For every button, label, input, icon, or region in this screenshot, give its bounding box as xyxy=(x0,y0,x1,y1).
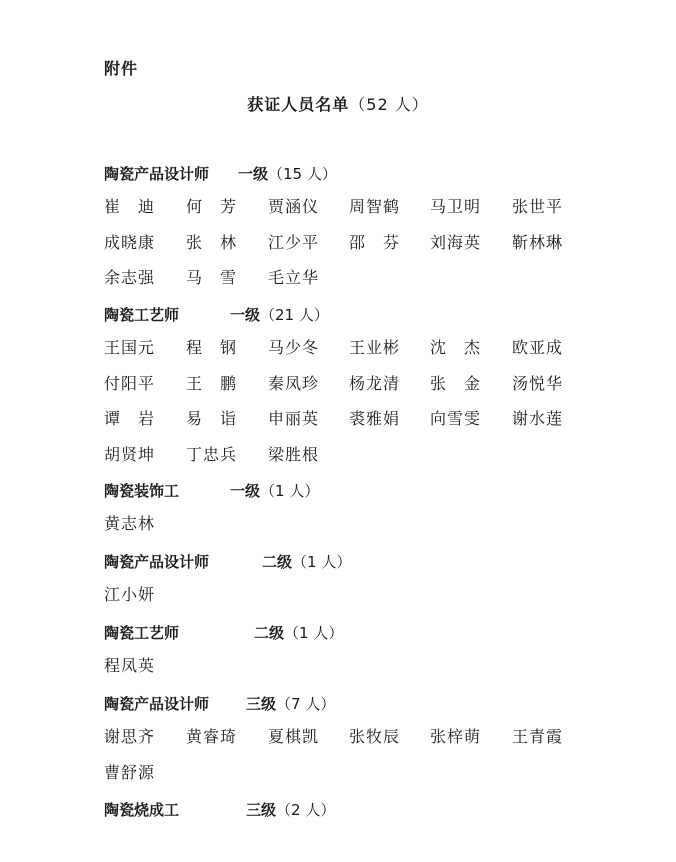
section-heading xyxy=(104,550,604,574)
person-name: 马卫明 xyxy=(430,197,482,216)
occupation-title: 陶瓷工艺师 xyxy=(104,306,180,324)
people-count: （2 人） xyxy=(276,801,336,819)
person-name: 毛立华 xyxy=(268,268,320,287)
person-name: 秦凤珍 xyxy=(268,373,320,393)
person-name: 付阳平 xyxy=(104,373,156,393)
people-count: （15 人） xyxy=(268,165,337,183)
occupation-title: 陶瓷产品设计师 xyxy=(104,695,210,713)
people-count: （7 人） xyxy=(276,695,336,713)
name-row xyxy=(104,443,604,479)
person-name: 靳林琳 xyxy=(512,232,564,252)
section-heading xyxy=(104,798,604,822)
name-row xyxy=(104,231,604,267)
name-row xyxy=(104,195,604,231)
person-name: 张牧辰 xyxy=(349,727,401,746)
person-name: 江少平 xyxy=(268,232,320,252)
attachment-label: 附件 xyxy=(104,59,139,78)
person-name: 谢水莲 xyxy=(512,409,564,428)
section-heading xyxy=(104,621,604,645)
title-count: （52 人） xyxy=(349,95,429,114)
person-name: 梁胜根 xyxy=(268,444,320,464)
section-6 xyxy=(104,692,604,796)
level-label: 三级 xyxy=(246,695,277,713)
name-row xyxy=(104,654,604,690)
person-name: 胡贤坤 xyxy=(104,444,156,464)
occupation-title: 陶瓷烧成工 xyxy=(104,801,180,819)
person-name: 王业彬 xyxy=(349,338,401,357)
section-heading xyxy=(104,692,604,716)
occupation-title: 陶瓷产品设计师 xyxy=(104,553,210,571)
person-name: 王青霞 xyxy=(512,727,564,746)
section-4 xyxy=(104,550,604,619)
person-name: 丁忠兵 xyxy=(186,444,238,464)
people-count: （21 人） xyxy=(260,306,329,324)
level-label: 二级 xyxy=(254,624,285,642)
person-name: 易 诣 xyxy=(186,409,238,428)
section-2 xyxy=(104,303,604,478)
person-name: 夏棋凯 xyxy=(268,727,320,746)
level-label: 二级 xyxy=(262,553,293,571)
person-name: 王 鹏 xyxy=(186,373,238,393)
person-name: 余志强 xyxy=(104,268,156,287)
person-name: 王国元 xyxy=(104,338,156,357)
occupation-title: 陶瓷产品设计师 xyxy=(104,165,210,183)
person-name: 曹舒源 xyxy=(104,762,156,782)
section-3 xyxy=(104,479,604,548)
person-name: 江小妍 xyxy=(104,585,156,604)
name-row xyxy=(104,266,604,302)
section-1 xyxy=(104,162,604,302)
person-name: 崔 迪 xyxy=(104,197,156,216)
people-count: （1 人） xyxy=(292,553,352,571)
person-name: 何 芳 xyxy=(186,197,238,216)
person-name: 黄睿琦 xyxy=(186,727,238,746)
section-heading xyxy=(104,303,604,327)
person-name: 马少冬 xyxy=(268,338,320,357)
person-name: 申丽英 xyxy=(268,409,320,428)
level-label: 一级 xyxy=(238,165,269,183)
name-row xyxy=(104,761,604,797)
person-name: 黄志林 xyxy=(104,514,156,533)
person-name: 杨龙清 xyxy=(349,373,401,393)
person-name: 裘雅娟 xyxy=(349,409,401,428)
person-name: 张 金 xyxy=(430,373,482,393)
occupation-title: 陶瓷工艺师 xyxy=(104,624,180,642)
person-name: 邵 芬 xyxy=(349,232,401,252)
person-name: 张世平 xyxy=(512,197,564,216)
level-label: 一级 xyxy=(230,306,261,324)
person-name: 谭 岩 xyxy=(104,409,156,428)
person-name: 成晓康 xyxy=(104,232,156,252)
person-name: 汤悦华 xyxy=(512,373,564,393)
person-name: 张 林 xyxy=(186,232,238,252)
name-row xyxy=(104,407,604,443)
person-name: 马 雪 xyxy=(186,268,238,287)
section-7 xyxy=(104,798,604,822)
person-name: 沈 杰 xyxy=(430,338,482,357)
person-name: 向雪雯 xyxy=(430,409,482,428)
person-name: 贾涵仪 xyxy=(268,197,320,216)
people-count: （1 人） xyxy=(260,482,320,500)
section-5 xyxy=(104,621,604,690)
occupation-title: 陶瓷装饰工 xyxy=(104,482,180,500)
name-row xyxy=(104,512,604,548)
person-name: 欧亚成 xyxy=(512,338,564,357)
person-name: 程 钢 xyxy=(186,338,238,357)
name-row xyxy=(104,336,604,372)
person-name: 刘海英 xyxy=(430,232,482,252)
people-count: （1 人） xyxy=(284,624,344,642)
name-row xyxy=(104,583,604,619)
name-row xyxy=(104,725,604,761)
section-heading xyxy=(104,479,604,503)
person-name: 张梓萌 xyxy=(430,727,482,746)
level-label: 三级 xyxy=(246,801,277,819)
person-name: 程凤英 xyxy=(104,656,156,675)
level-label: 一级 xyxy=(230,482,261,500)
person-name: 谢思齐 xyxy=(104,727,156,746)
section-heading xyxy=(104,162,604,186)
person-name: 周智鹤 xyxy=(349,197,401,216)
name-row xyxy=(104,372,604,408)
title-text: 获证人员名单 xyxy=(247,95,350,114)
document-title xyxy=(0,92,676,115)
